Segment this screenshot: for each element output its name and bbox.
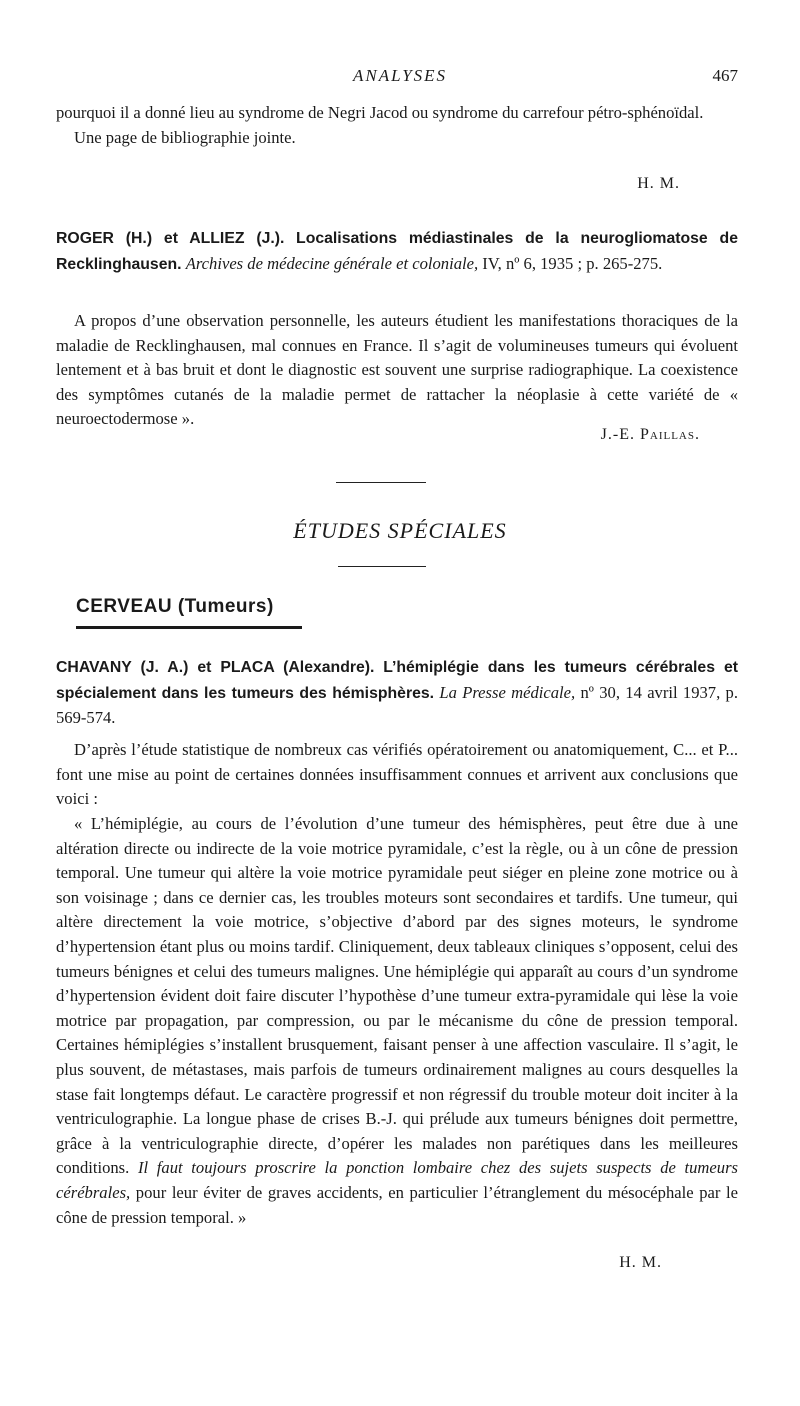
- page-number: 467: [712, 66, 738, 85]
- entry2-quote-emphasis: Il faut toujours proscrire la ponction lombaire chez des sujets suspects de tumeurs cérébrales,: [56, 1158, 738, 1202]
- intro-paragraph: [56, 101, 738, 150]
- entry1-title: Localisations médiastinales de la neurogliomatose de Recklinghausen.: [56, 230, 738, 273]
- entry1-citation: [56, 226, 738, 277]
- entry2-signature: H. M.: [619, 1254, 662, 1271]
- entry2-quote-text: « L’hémiplégie, au cours de l’évolution d’une tumeur des hémisphères, peut être due à une altération directe ou indirecte de la voie motrice pyramidale, c’est la règle, ou à un cône de pression temporal. Une tumeur qui altère la voie motrice pyramidale peut siéger en pleine zone motrice ou à son voisinage ; dans ce dernier cas, les troubles moteurs sont secondaires et tardifs. Une tumeur, qui altère directement la voie motrice, s’objective d’abord par des signes moteurs, le syndrome d’hypertension étant plus ou moins tardif. Cliniquement, deux tableaux cliniques s’opposent, celui des tumeurs bénignes et celui des tumeurs malignes. Une hémiplégie qui apparaît au cours d’un syndrome d’hypertension évident doit faire discuter l’hypothèse d’une tumeur extra-pyramidale qui lèse la voie motrice par propagation, par compression, ou par le mécanisme du cône de pression temporal. Certaines hémiplégies s’installent brusquement, faisant penser à une affection vasculaire. Il s’agit, le plus souvent, de métastases, mais parfois de tumeurs ordinairement malignes au cours desquelles la stase fait longtemps défaut. Le caractère progressif et non régressif du trouble moteur doit inciter à la ventriculographie. La longue phase de crises B.-J. qui prélude aux tumeurs bénignes doit permettre, grâce à la ventriculographie directe, d’opérer les malades non parétiques dans les meilleures conditions.: [56, 814, 738, 1178]
- entry2-quote: [56, 812, 738, 1230]
- subsection-heading: CERVEAU (Tumeurs): [76, 596, 274, 617]
- separator-rule-bottom: [338, 566, 426, 567]
- entry1-journal: Archives de médecine générale et coloniale,: [185, 253, 479, 273]
- subsection-underline: [76, 626, 302, 629]
- intro-signature: H. M.: [637, 175, 680, 192]
- entry2-authors: CHAVANY (J. A.) et PLACA (Alexandre).: [56, 659, 375, 676]
- entry2-intro-paragraph: D’après l’étude statistique de nombreux cas vérifiés opératoirement ou anatomiquement, C... et P... font une mise au point de certaines données insuffisamment connues et arrivent aux conclusions que voici :: [56, 740, 738, 809]
- running-header: ANALYSES: [352, 66, 448, 85]
- entry2-citation: [56, 655, 738, 731]
- intro-bibliography-note: Une page de bibliographie jointe.: [74, 127, 296, 147]
- section-title: ÉTUDES SPÉCIALES: [293, 518, 507, 543]
- entry1-signature-initials: J.-E. P: [600, 426, 650, 443]
- entry2-reference: nº 30, 14 avril 1937, p. 569-574.: [56, 682, 738, 728]
- intro-line: pourquoi il a donné lieu au syndrome de Negri Jacod ou syndrome du carrefour pétro-sphénoïdal.: [56, 103, 704, 122]
- entry2-journal: La Presse médicale,: [439, 682, 576, 702]
- entry1-signature-rest: aillas.: [649, 426, 700, 443]
- entry1-authors: ROGER (H.) et ALLIEZ (J.).: [56, 230, 285, 247]
- entry1-reference: IV, nº 6, 1935 ; p. 265-275.: [482, 253, 663, 273]
- entry2-title: L’hémiplégie dans les tumeurs cérébrales et spécialement dans les tumeurs des hémisphères.: [56, 659, 739, 702]
- entry2-quote-end: pour leur éviter de graves accidents, en particulier l’étranglement du mésocéphale par le cône de pression temporal. »: [56, 1182, 738, 1227]
- separator-rule-top: [336, 482, 426, 483]
- entry1-signature: [601, 426, 700, 444]
- entry1-abstract: A propos d’une observation personnelle, les auteurs étudient les manifestations thoraciques de la maladie de Recklinghausen, mal connues en France. Il s’agit de volumineuses tumeurs qui évoluent lentement et à bas bruit et dont le diagnostic est souvent une surprise radiographique. La coexistence des symptômes cutanés de la maladie permet de rattacher la néoplasie à cette variété de « neuroectodermose ».: [56, 311, 738, 429]
